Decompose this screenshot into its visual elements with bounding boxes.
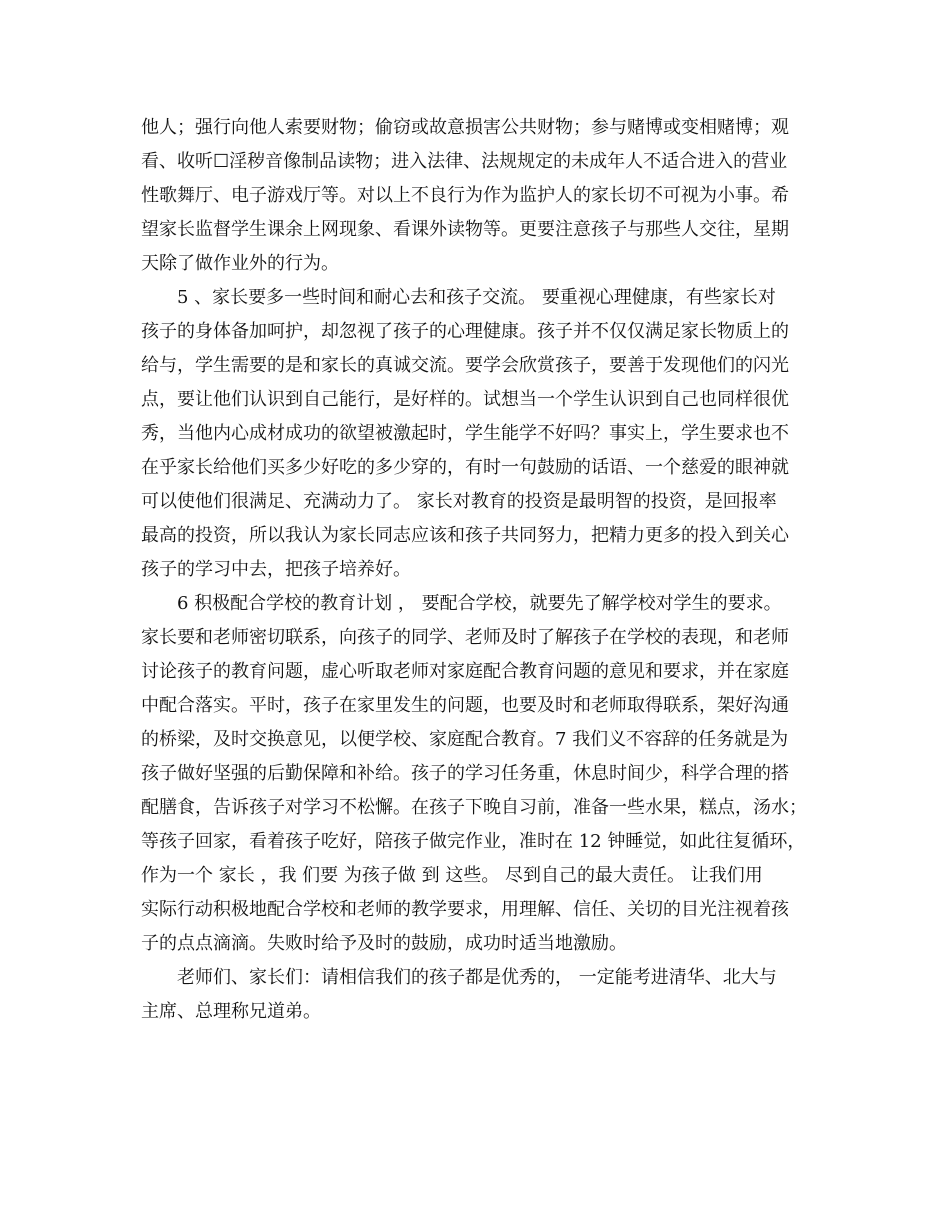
paragraph-5-start: 5 、家长要多一些时间和耐心去和孩子交流。 要重视心理健康，有些家长对 <box>177 287 776 308</box>
text-line: 点，要让他们认识到自己能行，是好样的。试想当一个学生认识到自己也同样很优 <box>141 389 789 410</box>
text-line: 孩子的学习中去，把孩子培养好。 <box>141 559 411 580</box>
text-line: 秀，当他内心成材成功的欲望被激起时，学生能学不好吗？事实上，学生要求也不 <box>141 423 789 444</box>
text-line: 家长要和老师密切联系，向孩子的同学、老师及时了解孩子在学校的表现，和老师 <box>141 627 789 648</box>
text-line: 孩子的身体备加呵护，却忽视了孩子的心理健康。孩子并不仅仅满足家长物质上的 <box>141 321 789 342</box>
paragraph-6-start: 6 积极配合学校的教育计划 ， 要配合学校，就要先了解学校对学生的要求。 <box>177 593 782 614</box>
text-line: 最高的投资，所以我认为家长同志应该和孩子共同努力，把精力更多的投入到关心 <box>141 525 789 546</box>
text-line: 天除了做作业外的行为。 <box>141 253 339 274</box>
text-line: 作为一个 家长 ，我 们要 为孩子做 到 这些。 尽到自己的最大责任。 让我们用 <box>141 865 763 886</box>
text-line: 等孩子回家，看着孩子吃好，陪孩子做完作业，准时在 12 钟睡觉，如此往复循环， <box>141 831 806 852</box>
text-line: 子的点点滴滴。失败时给予及时的鼓励，成功时适当地激励。 <box>141 933 627 954</box>
document-body <box>141 116 821 1034</box>
text-line: 性歌舞厅、电子游戏厅等。对以上不良行为作为监护人的家长切不可视为小事。希 <box>141 185 789 206</box>
text-line: 配膳食，告诉孩子对学习不松懈。在孩子下晚自习前，准备一些水果，糕点，汤水； <box>141 797 807 818</box>
text-line: 给与，学生需要的是和家长的真诚交流。要学会欣赏孩子，要善于发现他们的闪光 <box>141 355 789 376</box>
text-line: 实际行动积极地配合学校和老师的教学要求，用理解、信任、关切的目光注视着孩 <box>141 899 789 920</box>
text-line: 他人；强行向他人索要财物；偷窃或故意损害公共财物；参与赌博或变相赌博；观 <box>141 117 789 138</box>
text-line: 孩子做好坚强的后勤保障和补给。孩子的学习任务重，休息时间少，科学合理的搭 <box>141 763 789 784</box>
text-line: 中配合落实。平时，孩子在家里发生的问题，也要及时和老师取得联系，架好沟通 <box>141 695 789 716</box>
text-line: 主席、总理称兄道弟。 <box>141 1001 321 1022</box>
text-line: 望家长监督学生课余上网现象、看课外读物等。更要注意孩子与那些人交往，星期 <box>141 219 789 240</box>
closing-paragraph-start: 老师们、家长们：请相信我们的孩子都是优秀的， 一定能考进清华、北大与 <box>177 967 777 988</box>
text-line: 的桥梁，及时交换意见，以便学校、家庭配合教育。7 我们义不容辞的任务就是为 <box>141 729 789 750</box>
text-line: 在乎家长给他们买多少好吃的多少穿的，有时一句鼓励的话语、一个慈爱的眼神就 <box>141 457 789 478</box>
text-line: 讨论孩子的教育问题，虚心听取老师对家庭配合教育问题的意见和要求，并在家庭 <box>141 661 789 682</box>
text-line: 看、收听☐淫秽音像制品读物；进入法律、法规规定的未成年人不适合进入的营业 <box>141 151 788 172</box>
text-line: 可以使他们很满足、充满动力了。 家长对教育的投资是最明智的投资，是回报率 <box>141 491 777 512</box>
